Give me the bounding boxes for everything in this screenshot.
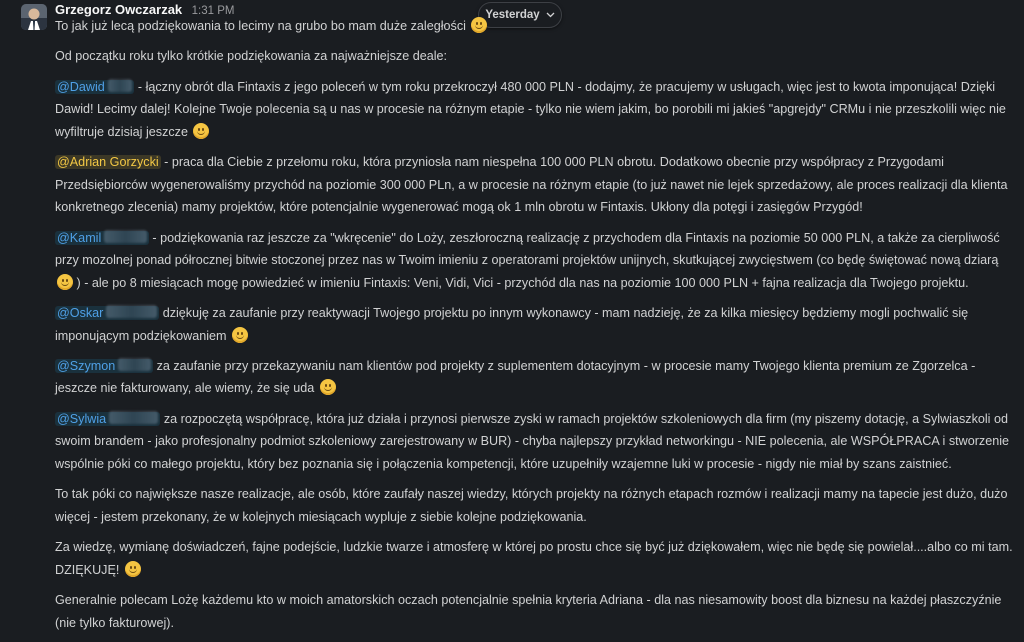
message-paragraph — [55, 355, 1019, 400]
user-mention-link[interactable] — [55, 155, 161, 169]
smiling-face-emoji — [193, 123, 209, 139]
user-mention-link[interactable] — [55, 231, 149, 245]
message-text: Od początku roku tylko krótkie podziękowania za najważniejsze deale: — [55, 49, 448, 64]
sender-name[interactable]: Grzegorz Owczarzak — [55, 2, 183, 17]
user-mention-link[interactable] — [55, 80, 134, 94]
message-paragraph — [55, 302, 1019, 347]
redacted-surname — [118, 358, 151, 371]
message-paragraph — [55, 408, 1019, 476]
message-paragraph — [55, 76, 1019, 144]
message-paragraph — [55, 536, 1019, 581]
smiling-face-emoji — [320, 379, 336, 395]
message-text: To jak już lecą podziękowania to lecimy na grubo bo mam duże zaległości — [55, 19, 470, 33]
redacted-surname — [104, 230, 147, 243]
user-mention-link[interactable] — [55, 359, 153, 373]
message-text: Generalnie polecam Lożę każdemu kto w moich amatorskich oczach potencjalnie spełnia kryteria Adriana - dla nas niesamowity boost dla biznesu na każdej płaszczyźnie (nie tylko fakturowej). — [55, 592, 1002, 630]
date-label: Yesterday — [485, 8, 540, 21]
smiling-face-emoji — [471, 17, 487, 33]
smiling-face-emoji — [125, 561, 141, 577]
mention-name: @Szymon — [57, 358, 116, 373]
mention-name: @Adrian Gorzycki — [57, 155, 159, 170]
message-text: - praca dla Ciebie z przełomu roku, która przyniosła nam niespełna 100 000 PLN obrotu. Dodatkowo obecnie przy współpracy z Przygodami Przedsiębiorców wygenerowaliśmy przychód na poziomie 300 000 PLn, a w procesie na różnym etapie (to już nawet nie lejek sprzedażowy, ale proces realizacji dla klienta konkretnego zlecenia) mamy projektów, które potencjalnie wygenerować mogą ok 1 mln obrotu w Fintaxis. Ukłony dla potęgi i zasięgów Przygód! — [55, 155, 1008, 215]
message-body — [55, 15, 1019, 642]
timestamp[interactable]: 1:31 PM — [191, 5, 235, 17]
message-text: dziękuję za zaufanie przy reaktywacji Twojego projektu po innym wykonawcy - mam nadzieję, że za kilka miesięcy będziemy mogli pochwalić się imponującym podziękowaniem — [55, 305, 969, 343]
message-paragraph — [55, 151, 1019, 219]
redacted-surname — [108, 79, 133, 92]
message-text: za zaufanie przy przekazywaniu nam klientów pod projekty z suplementem dotacyjnym - w procesie mamy Twojego klienta premium ze Zgorzelca - jeszcze nie fakturowany, ale wiemy, że się uda — [55, 358, 976, 396]
message-paragraph — [55, 589, 1019, 634]
user-photo-icon — [21, 4, 47, 30]
message-text: - łączny obrót dla Fintaxis z jego poleceń w tym roku przekroczył 480 000 PLN - dodajmy, że pracujemy w usługach, więc jest to kwota imponująca! Dzięki Dawid! Lecimy dalej! Kolejne Twoje polecenia są u nas w procesie na różnym etapie - tylko nie wiem jakim, bo porobili mi jakieś "apgrejdy" CRMu i nie przeszkolili więc nie wyfiltruje dzisiaj jeszcze — [55, 79, 1006, 139]
message-text: Za wiedzę, wymianę doświadczeń, fajne podejście, ludzkie twarze i atmosferę w której po prostu chce się być już dziękowałem, więc nie będę się powielał....albo co mi tam. DZIĘKUJĘ! — [55, 540, 1013, 577]
smiling-face-emoji — [232, 327, 248, 343]
message-text: ) - ale po 8 miesiącach mogę powiedzieć w imieniu Fintaxis: Veni, Vidi, Vici - przychód dla nas na poziomie 100 000 PLN + fajna realizacja dla Twojego projektu. — [73, 275, 969, 290]
avatar[interactable] — [21, 4, 47, 30]
message-text: - podziękowania raz jeszcze za "wkręcenie" do Loży, zeszłoroczną realizację z przychodem dla Fintaxis na poziomie 50 000 PLN, a także za cierpliwość przy mozolnej ponad półrocznej bitwie stoczonej przez nas w Twoim imieniu z operatorami projektów unijnych, skutkującej zwycięstwem (co będę świętować nową dziarą — [55, 230, 1000, 268]
message-paragraph — [55, 15, 1019, 38]
message-text: To tak póki co największe nasze realizacje, ale osób, które zaufały naszej wiedzy, których projekty na różnych etapach rozmów i realizacji mamy na tapecie jest dużo, dużo więcej - jestem przekonany, że w kolejnych miesiącach wypluje z siebie kolejne podziękowania. — [55, 487, 1008, 524]
message-paragraph — [55, 227, 1019, 295]
user-mention-link[interactable] — [55, 306, 159, 320]
smiling-face-emoji — [57, 274, 73, 290]
redacted-surname — [109, 411, 158, 424]
mention-name: @Dawid — [57, 79, 105, 94]
message-paragraph — [55, 45, 1019, 68]
redacted-surname — [106, 305, 157, 318]
user-mention-link[interactable] — [55, 412, 160, 426]
mention-name: @Kamil — [57, 230, 102, 245]
message-paragraph — [55, 483, 1019, 528]
mention-name: @Oskar — [57, 305, 104, 320]
message-text: za rozpoczętą współpracę, która już działa i przynosi pierwsze zyski w ramach projektów szkoleniowych dla firm (my piszemy dotację, a Sylwiaszkoli od swoim brandem - jako profesjonalny podmiot szkoleniowy zarejestrowany w BUR) - chyba najlepszy przykład networkingu - NIE polecenia, ale WSPÓŁPRACA i stworzenie wspólnie póki co małego projektu, który bez poznania się i połączenia kompetencji, które uzupełniły wzajemne luki w procesie - nigdy nie miał by szans zaistnieć. — [55, 411, 1010, 471]
mention-name: @Sylwia — [57, 411, 107, 426]
